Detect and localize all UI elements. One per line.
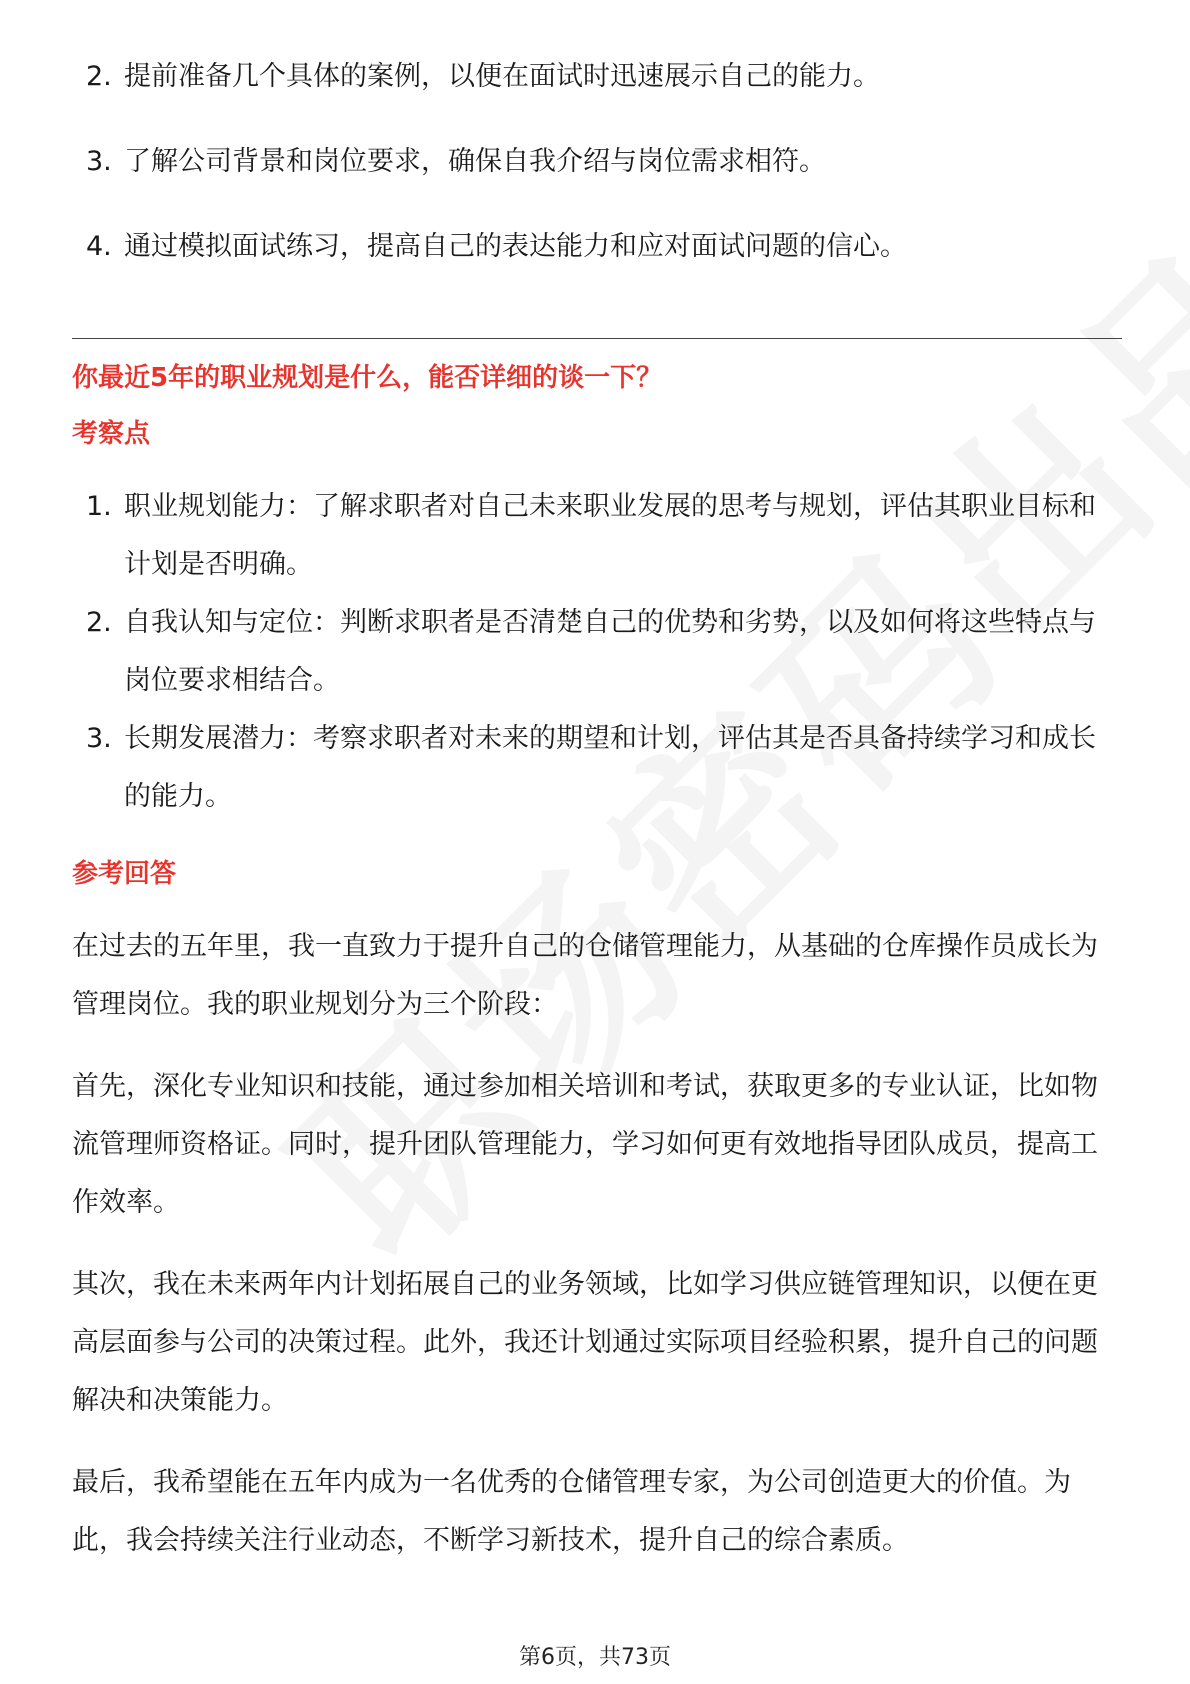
list-text: 提前准备几个具体的案例，以便在面试时迅速展示自己的能力。 [124, 61, 880, 92]
list-text: 自我认知与定位：判断求职者是否清楚自己的优势和劣势，以及如何将这些特点与岗位要求相结合。 [124, 607, 1096, 696]
list-text: 职业规划能力：了解求职者对自己未来职业发展的思考与规划，评估其职业目标和计划是否明确。 [124, 491, 1096, 580]
prep-list [72, 48, 1122, 276]
list-number: 3. [86, 723, 112, 754]
list-number: 3. [86, 146, 112, 177]
question-title: 你最近5年的职业规划是什么，能否详细的谈一下？ [72, 363, 663, 393]
focus-points-list [72, 478, 1122, 826]
list-text: 了解公司背景和岗位要求，确保自我介绍与岗位需求相符。 [124, 146, 826, 177]
list-text: 长期发展潜力：考察求职者对未来的期望和计划，评估其是否具备持续学习和成长的能力。 [124, 723, 1096, 812]
list-text: 通过模拟面试练习，提高自己的表达能力和应对面试问题的信心。 [124, 231, 907, 262]
list-item [72, 218, 1122, 276]
answer-paragraph: 最后，我希望能在五年内成为一名优秀的仓储管理专家，为公司创造更大的价值。为此，我会持续关注行业动态，不断学习新技术，提升自己的综合素质。 [72, 1467, 1071, 1556]
list-item [72, 594, 1122, 710]
answer-heading: 参考回答 [72, 859, 177, 889]
list-number: 4. [86, 231, 112, 262]
section-divider [72, 338, 1122, 339]
list-item [72, 710, 1122, 826]
answer-paragraph: 其次，我在未来两年内计划拓展自己的业务领域，比如学习供应链管理知识，以便在更高层面参与公司的决策过程。此外，我还计划通过实际项目经验积累，提升自己的问题解决和决策能力。 [72, 1269, 1098, 1416]
list-number: 2. [86, 61, 112, 92]
focus-heading: 考察点 [72, 419, 151, 449]
list-item [72, 133, 1122, 191]
answer-paragraph: 在过去的五年里，我一直致力于提升自己的仓储管理能力，从基础的仓库操作员成长为管理岗位。我的职业规划分为三个阶段： [72, 931, 1098, 1020]
list-number: 2. [86, 607, 112, 638]
list-item [72, 478, 1122, 594]
list-number: 1. [86, 491, 112, 522]
page-number: 第6页，共73页 [519, 1645, 671, 1670]
answer-paragraph: 首先，深化专业知识和技能，通过参加相关培训和考试，获取更多的专业认证，比如物流管理师资格证。同时，提升团队管理能力，学习如何更有效地指导团队成员，提高工作效率。 [72, 1071, 1098, 1218]
list-item [72, 48, 1122, 106]
